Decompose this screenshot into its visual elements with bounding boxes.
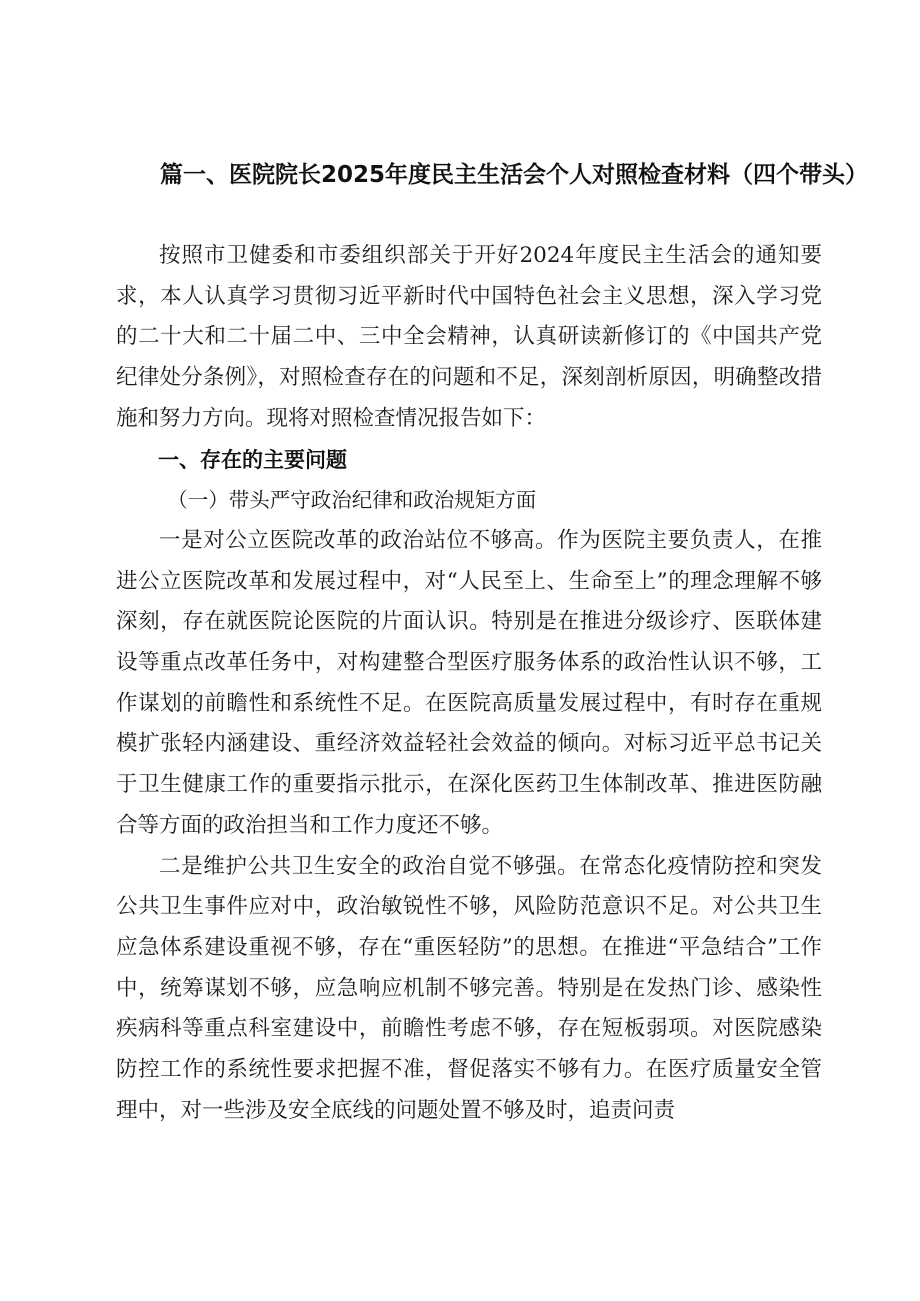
subsection-heading-political-discipline: （一）带头严守政治纪律和政治规矩方面	[167, 488, 537, 513]
intro-paragraph: 按照市卫健委和市委组织部关于开好2024年度民主生活会的通知要求，本人认真学习贯彻习近平新时代中国特色社会主义思想，深入学习党的二十大和二十届二中、三中全会精神，认真研读新修订的《中国共产党纪律处分条例》，对照检查存在的问题和不足，深刻剖析原因，明确整改措施和努力方向。现将对照检查情况报告如下：	[116, 243, 822, 431]
paragraph-point-two: 二是维护公共卫生安全的政治自觉不够强。在常态化疫情防控和突发公共卫生事件应对中，政治敏锐性不够，风险防范意识不足。对公共卫生应急体系建设重视不够，存在“重医轻防”的思想。在推进“平急结合”工作中，统筹谋划不够，应急响应机制不够完善。特别是在发热门诊、感染性疾病科等重点科室建设中，前瞻性考虑不够，存在短板弱项。对医院感染防控工作的系统性要求把握不准，督促落实不够有力。在医疗质量安全管理中，对一些涉及安全底线的问题处置不够及时，追责问责	[116, 853, 822, 1123]
paragraph-point-one: 一是对公立医院改革的政治站位不够高。作为医院主要负责人，在推进公立医院改革和发展过程中，对“人民至上、生命至上”的理念理解不够深刻，存在就医院论医院的片面认识。特别是在推进分级诊疗、医联体建设等重点改革任务中，对构建整合型医疗服务体系的政治性认识不够，工作谋划的前瞻性和系统性不足。在医院高质量发展过程中，有时存在重规模扩张轻内涵建设、重经济效益轻社会效益的倾向。对标习近平总书记关于卫生健康工作的重要指示批示，在深化医药卫生体制改革、推进医防融合等方面的政治担当和工作力度还不够。	[116, 527, 822, 838]
document-title: 篇一、医院院长2025年度民主生活会个人对照检查材料（四个带头）	[160, 162, 869, 188]
document-body	[116, 236, 822, 1131]
section-heading-main-problems: 一、存在的主要问题	[158, 447, 347, 472]
